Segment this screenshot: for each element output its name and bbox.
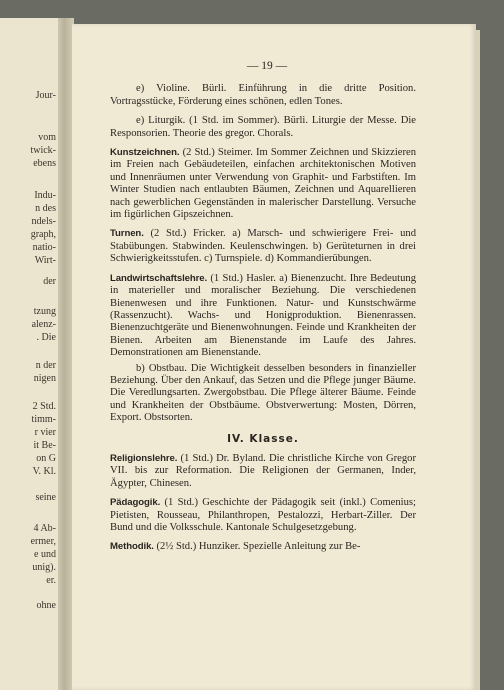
left-fragment: seine: [35, 492, 56, 503]
left-fragment: 2 Std.: [32, 401, 56, 412]
left-fragment: Jour-: [35, 90, 56, 101]
paragraph-obstbau: b) Obstbau. Die Wichtigkeit desselben besonders in finanzieller Beziehung. Über den Ankauf, das Setzen und die Pflege junger Bäume. Die Veredlungsarten. Zwergobstbau. Die Pflege älterer Bäume. Feinde und Krankheiten der Obstbäume. Obstverwertung: Mosten, Dörren, Export. Obstsorten.: [110, 362, 416, 424]
page-content: [110, 60, 416, 561]
left-fragment: r vier: [34, 427, 56, 438]
left-fragment: on G: [36, 453, 56, 464]
section-text: (2½ Std.) Hunziker. Spezielle Anleitung zur Be-: [156, 541, 361, 553]
left-fragment: tzung: [33, 306, 56, 317]
left-fragment: ndels-: [31, 216, 56, 227]
left-fragment: ermer,: [30, 536, 56, 547]
section-heading: Kunstzeichnen.: [110, 147, 180, 159]
section-heading: Turnen.: [110, 228, 144, 240]
left-fragment: ebens: [33, 158, 56, 169]
section-paedagogik: [110, 497, 416, 534]
left-fragment: der: [43, 276, 56, 287]
left-fragment: er.: [46, 575, 56, 586]
left-fragment: 4 Ab-: [33, 523, 56, 534]
paragraph-violine: e) Violine. Bürli. Einführung in die dritte Position. Vortragsstücke, Förderung eines schönen, edlen Tones.: [110, 83, 416, 107]
left-fragment: alenz-: [31, 319, 56, 330]
section-turnen: [110, 228, 416, 265]
left-fragment: ohne: [36, 600, 56, 611]
class-heading: IV. Klasse.: [227, 432, 299, 445]
paragraph-liturgik: e) Liturgik. (1 Std. im Sommer). Bürli. Liturgie der Messe. Die Responsorien. Theorie des gregor. Chorals.: [110, 115, 416, 139]
section-heading: Landwirtschaftslehre.: [110, 272, 208, 284]
left-fragment: twick-: [30, 145, 56, 156]
left-fragment: n der: [35, 360, 56, 371]
section-text: (2 Std.) Steimer. Im Sommer Zeichnen und Skizzieren im Freien nach Gebäudeteilen, einfachen architektonischen Motiven und Innenräumen unter Verwendung von Graphit- und Farbstiften. Im Winter Studien nach entlaubten Bäumen, Zeichnen und Aquarellieren nach gewerblichen Gegenständen in malerischer Darstellung. Versuche im figürlichen Gipszeichnen.: [110, 147, 416, 221]
section-heading: Pädagogik.: [110, 497, 161, 509]
left-fragment: vom: [38, 132, 56, 143]
left-fragment: n des: [35, 203, 56, 214]
left-fragment: it Be-: [33, 440, 56, 451]
left-fragment: unig).: [32, 562, 56, 573]
left-fragment: natio-: [32, 242, 56, 253]
section-methodik: [110, 541, 416, 553]
section-kunstzeichnen: [110, 147, 416, 221]
page-number: — 19 —: [246, 60, 288, 72]
section-text: (1 Std.) Geschichte der Pädagogik seit (inkl.) Comenius; Pietisten, Rousseau, Philanthropen, Pestalozzi, Herbart-Ziller. Der Bund und die Volksschule. Kantonale Schulgesetzgebung.: [110, 497, 416, 533]
left-fragment: nigen: [33, 373, 56, 384]
section-heading: Methodik.: [110, 541, 154, 553]
left-fragment: . Die: [36, 332, 56, 343]
section-text: (1 Std.) Dr. Byland. Die christliche Kirche von Gregor VII. bis zur Reformation. Die Religionen der Germanen, Inder, Ägypter, Chinesen.: [110, 452, 416, 489]
section-text: (1 Std.) Hasler. a) Bienenzucht. Ihre Bedeutung in materieller und moralischer Beziehung. Die verschiedenen Bienenwesen und ihre Funktionen. Natur- und Kunstschwärme (Rassenzucht). Wachs- und Honigproduktion. Bienenrassen. Bienenzuchtgeräte und Bienenwohnungen. Feinde und Krankheiten der Bienen. Arbeiten am Bienenstande im Laufe des Jahres. Demonstrationen am Bienenstande.: [110, 272, 417, 359]
section-landwirtschaftslehre: [110, 273, 416, 360]
left-fragment: Wirt-: [34, 255, 56, 266]
left-fragment: e und: [34, 549, 56, 560]
page-edge: [476, 30, 480, 690]
left-fragment: Indu-: [34, 190, 56, 201]
left-fragment: graph,: [30, 229, 56, 240]
left-fragment: timm-: [31, 414, 56, 425]
left-fragment: V. Kl.: [32, 466, 56, 477]
section-religionslehre: [110, 453, 416, 490]
previous-page-edge: [0, 18, 60, 690]
section-text: (2 Std.) Fricker. a) Marsch- und schwierigere Frei- und Stabübungen. Stabwinden. Keulenschwingen. b) Gerüteturnen in drei Schwierigkeitsstufen. c) Turnspiele. d) Kommandierübungen.: [110, 228, 416, 265]
section-heading: Religionslehre.: [110, 452, 178, 464]
